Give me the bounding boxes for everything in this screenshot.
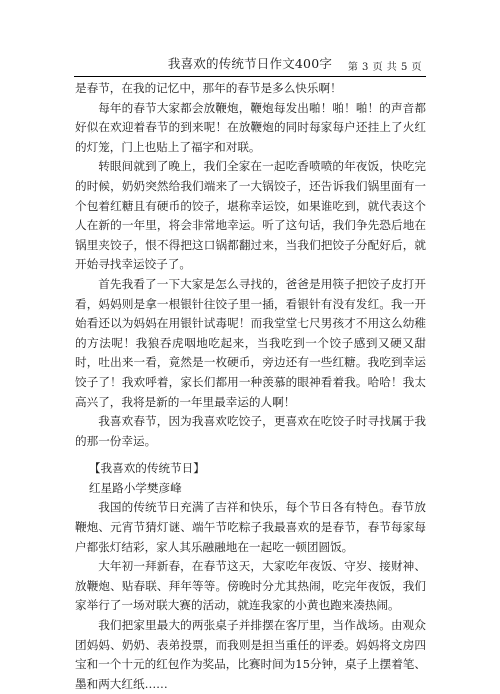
paragraph: 大年初一拜新春，在春节这天，大家吃年夜饭、守岁、接财神、放鞭炮、贴春联、拜年等等。傍晚时分尤其热闹，吃完年夜饭，我们家举行了一场对联大赛的活动，就连我家的小黄也跑来凑热闹。	[75, 559, 426, 613]
section-gap	[75, 451, 426, 459]
page-number-indicator: 第 3 页 共 5 页	[347, 62, 422, 73]
document-title: 我喜欢的传统节日作文400字	[167, 56, 333, 71]
paragraph: 转眼间就到了晚上，我们全家在一起吃香喷喷的年夜饭，快吃完的时候，奶奶突然给我们端来了一大锅饺子，还告诉我们锅里面有一个包着红糖且有硬币的饺子，堪称幸运饺，如果谁吃到，就代表这个人在新的一年里，将会非常地幸运。听了这句话，我们争先恐后地在锅里夹饺子，恨不得把这口锅都翻过来，当我们把饺子分配好后，就开始寻找幸运饺子了。	[75, 159, 426, 272]
author-byline: 红星路小学樊彦峰	[88, 480, 182, 495]
page-header	[0, 52, 500, 76]
paragraph: 我喜欢春节，因为我喜欢吃饺子，更喜欢在吃饺子时寻找属于我的那一份幸运。	[75, 414, 426, 448]
document-body	[75, 79, 426, 694]
paragraph: 每年的春节大家都会放鞭炮，鞭炮每发出啪！啪！啪！的声音都好似在欢迎着春节的到来呢！在放鞭炮的同时每家每户还挂上了火红的灯笼，门上也贴上了福字和对联。	[75, 100, 426, 154]
essay-title: 【我喜欢的传统节日】	[88, 461, 205, 476]
paragraph: 我们把家里最大的两张桌子并排摆在客厅里，当作战场。由观众团妈妈、奶奶、表弟投票，而我则是担当重任的评委。妈妈将文房四宝和一个十元的红包作为奖品，比赛时间为15分钟，桌子上摆着笔、墨和两大红纸……	[75, 618, 426, 691]
paragraph: 我国的传统节日充满了吉祥和快乐，每个节日各有特色。春节放鞭炮、元宵节猜灯谜、端午节吃粽子我最喜欢的是春节，春节每家每户都张灯结彩，家人其乐融融地在一起吃一顿团圆饭。	[75, 500, 426, 554]
paragraph: 首先我看了一下大家是怎么寻找的，爸爸是用筷子把饺子皮打开看，妈妈则是拿一根银针往饺子里一插，看银针有没有发红。我一开始看还以为妈妈在用银针试毒呢！而我堂堂七尺男孩才不用这么幼稚的方法呢！我狼吞虎咽地吃起来，当我吃到一个饺子感到又硬又甜时，吐出来一看，竟然是一枚硬币，旁边还有一些红糖。我吃到幸运饺子了！我欢呼着，家长们都用一种羡慕的眼神看着我。哈哈！我太高兴了，我将是新的一年里最幸运的人啊！	[75, 276, 426, 409]
header-divider	[74, 76, 426, 77]
paragraph: 是春节，在我的记忆中，那年的春节是多么快乐啊！	[75, 81, 342, 95]
